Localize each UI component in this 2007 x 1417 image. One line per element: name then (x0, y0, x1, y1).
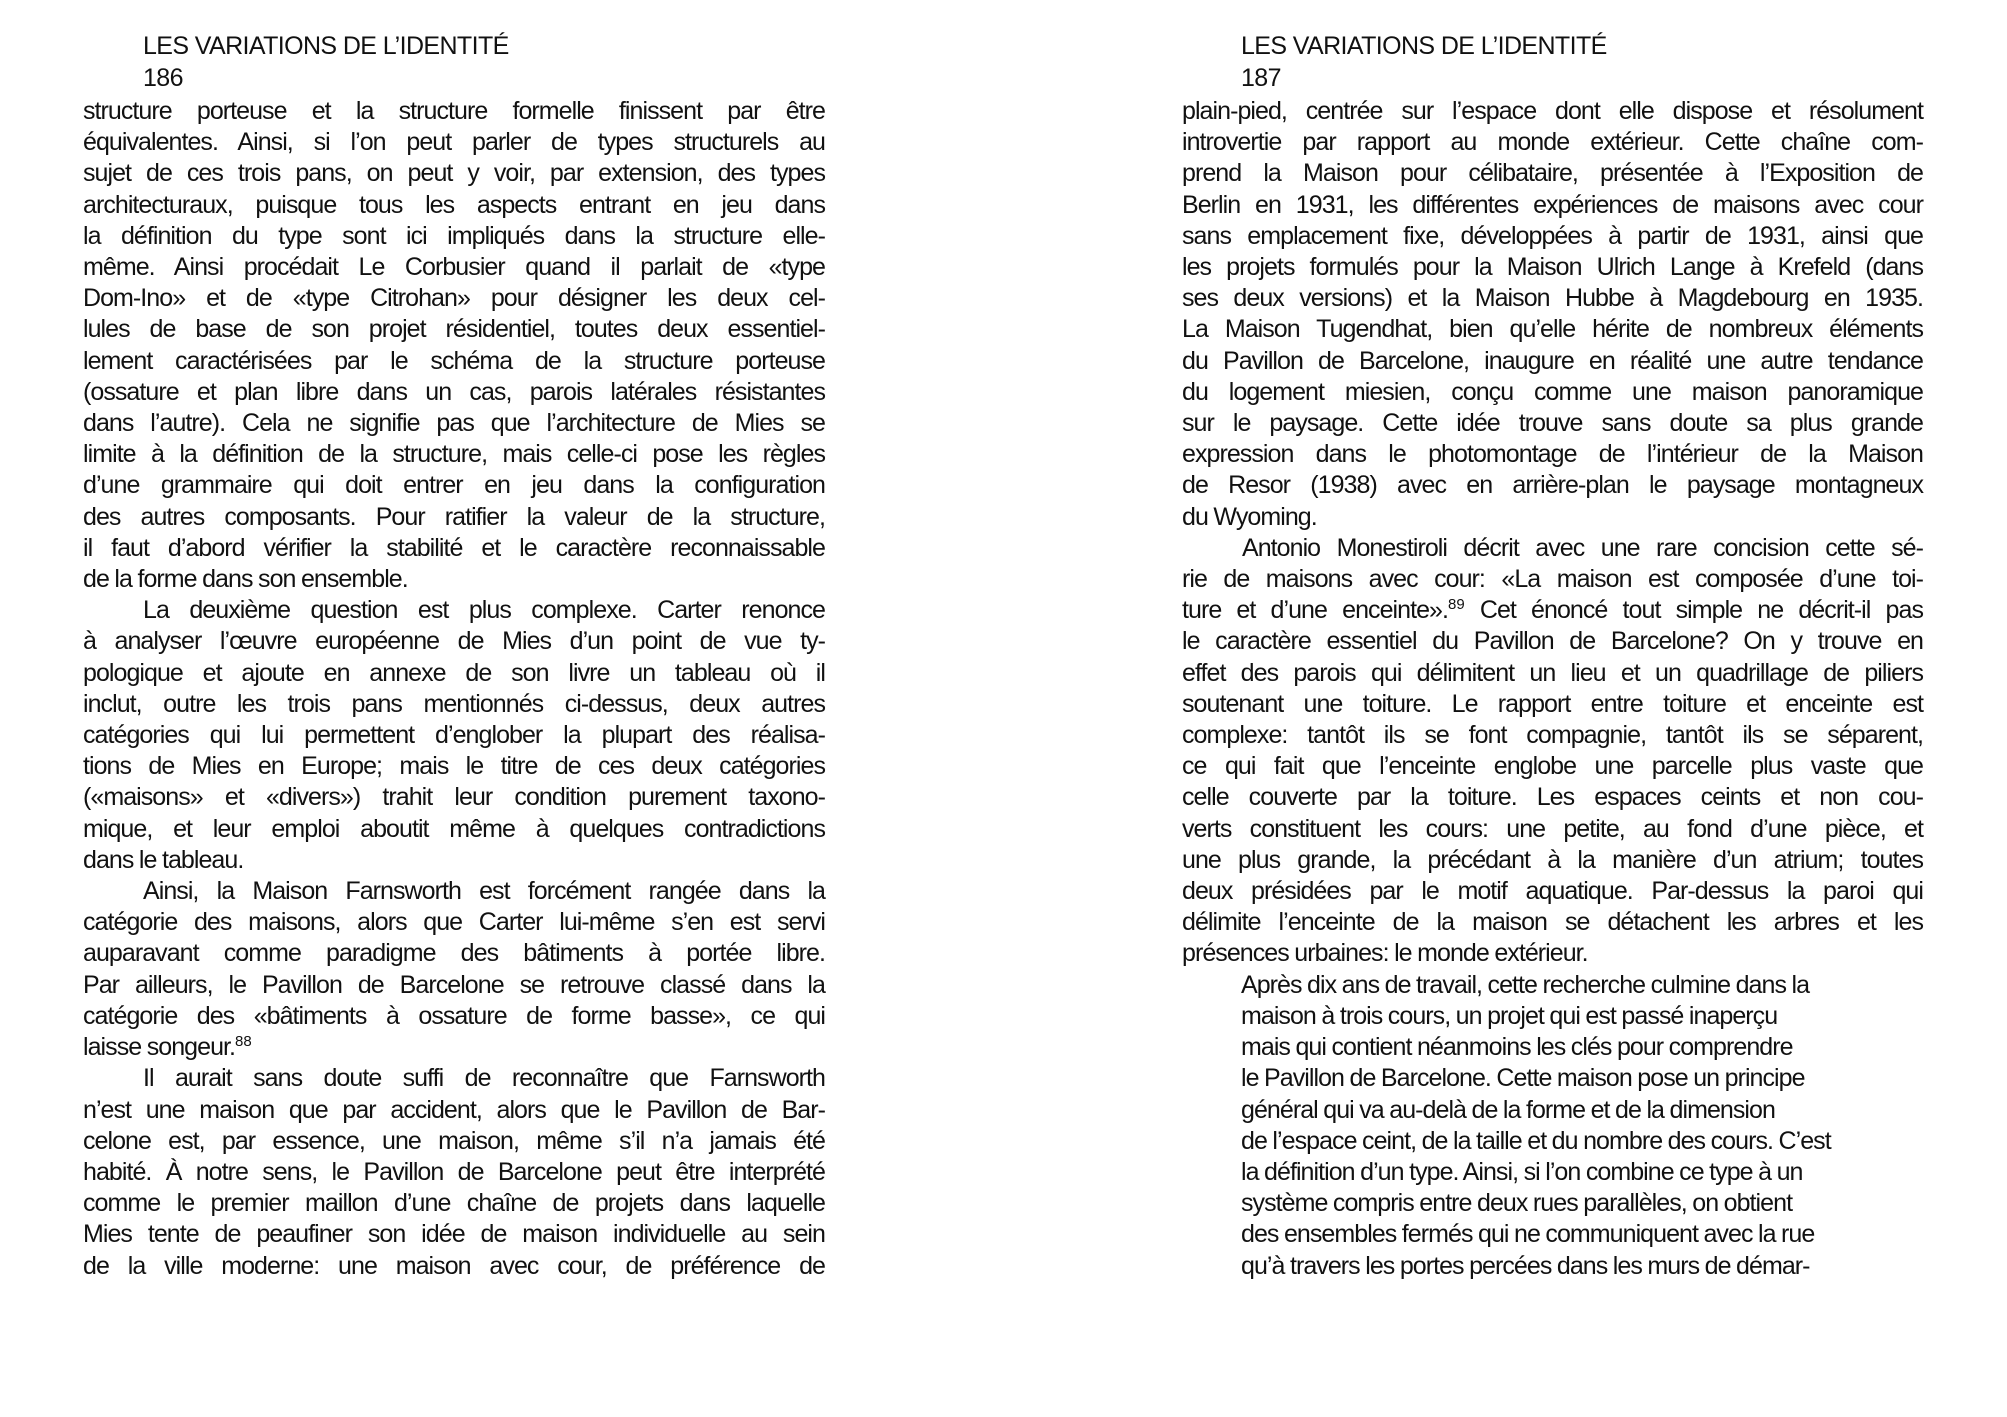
text-line: effet des parois qui délimitent un lieu et un quadrillage de piliers (1182, 658, 1923, 687)
text-line: il faut d’abord vérifier la stabilité et le caractère reconnaissable (83, 533, 825, 562)
paragraph (83, 876, 825, 1063)
text-fragment: Cet énoncé tout simple ne décrit-il pas (1464, 596, 1923, 625)
text-line: catégorie des «bâtiments à ossature de forme basse», ce qui (83, 1001, 825, 1030)
paragraph (83, 1063, 825, 1281)
running-head (143, 30, 509, 94)
text-line: dans le tableau. (83, 845, 244, 874)
text-line: architecturaux, puisque tous les aspects entrant en jeu dans (83, 190, 825, 219)
text-line: rie de maisons avec cour: «La maison est composée d’une toi- (1182, 565, 1923, 594)
text-line: celone est, par essence, une maison, même s’il n’a jamais été (83, 1126, 825, 1155)
text-line: verts constituent les cours: une petite, au fond d’une pièce, et (1182, 814, 1923, 843)
text-line: lement caractérisées par le schéma de la structure porteuse (83, 346, 825, 375)
text-line: lules de base de son projet résidentiel, toutes deux essentiel- (83, 315, 825, 344)
text-line: complexe: tantôt ils se font compagnie, tantôt ils se séparent, (1182, 721, 1923, 750)
running-head-title: LES VARIATIONS DE L’IDENTITÉ (1241, 32, 1607, 60)
running-head-title: LES VARIATIONS DE L’IDENTITÉ (143, 32, 509, 60)
text-line: de la forme dans son ensemble. (83, 565, 408, 594)
text-line: dans l’autre). Cela ne signifie pas que l’architecture de Mies se (83, 409, 825, 438)
text-line (83, 1032, 825, 1063)
text-line: habité. À notre sens, le Pavillon de Barcelone peut être interprété (83, 1157, 825, 1186)
footnote-reference[interactable]: 88 (235, 1033, 252, 1051)
text-line: même. Ainsi procédait Le Corbusier quand il parlait de «type (83, 253, 825, 282)
text-line: Berlin en 1931, les différentes expériences de maisons avec cour (1182, 190, 1923, 219)
text-line: Par ailleurs, le Pavillon de Barcelone se retrouve classé dans la (83, 970, 825, 999)
text-line: La Maison Tugendhat, bien qu’elle hérite de nombreux éléments (1182, 315, 1923, 344)
quote-line: système compris entre deux rues parallèles, on obtient (1241, 1189, 1793, 1218)
text-line: présences urbaines: le monde extérieur. (1182, 939, 1588, 968)
text-line: limite à la définition de la structure, mais celle-ci pose les règles (83, 440, 825, 469)
text-line: du Pavillon de Barcelone, inaugure en réalité une autre tendance (1182, 346, 1923, 375)
text-line: délimite l’enceinte de la maison se détachent les arbres et les (1182, 908, 1923, 937)
text-line: de la ville moderne: une maison avec cour, de préférence de (83, 1251, 825, 1280)
text-line: soutenant une toiture. Le rapport entre toiture et enceinte est (1182, 689, 1923, 718)
text-line: Antonio Monestiroli décrit avec une rare concision cette sé- (1242, 533, 1923, 562)
quote-line: des ensembles fermés qui ne communiquent avec la rue (1241, 1220, 1815, 1249)
text-line: équivalentes. Ainsi, si l’on peut parler de types structurels au (83, 128, 825, 157)
body-text (1182, 96, 1923, 1282)
text-line: ses deux versions) et la Maison Hubbe à Magdebourg en 1935. (1182, 284, 1923, 313)
text-line: inclut, outre les trois pans mentionnés ci-dessus, deux autres (83, 689, 825, 718)
text-line: une plus grande, la précédant à la manière d’un atrium; toutes (1182, 845, 1923, 874)
text-line: de Resor (1938) avec en arrière-plan le paysage montagneux (1182, 471, 1923, 500)
text-line: structure porteuse et la structure formelle finissent par être (83, 97, 825, 125)
text-line: auparavant comme paradigme des bâtiments à portée libre. (83, 939, 825, 968)
quote-line: mais qui contient néanmoins les clés pour comprendre (1241, 1033, 1793, 1062)
text-line: la définition du type sont ici impliqués dans la structure elle- (83, 221, 825, 250)
text-line: tions de Mies en Europe; mais le titre de ces deux catégories (83, 752, 825, 781)
text-line: Ainsi, la Maison Farnsworth est forcément rangée dans la (143, 877, 825, 906)
text-line: La deuxième question est plus complexe. Carter renonce (143, 596, 825, 625)
right-page (1000, 0, 2007, 1417)
text-line: catégorie des maisons, alors que Carter lui-même s’en est servi (83, 908, 825, 937)
text-line: d’une grammaire qui doit entrer en jeu dans la configuration (83, 471, 825, 500)
text-line: (ossature et plan libre dans un cas, parois latérales résistantes (83, 377, 825, 406)
text-line: des autres composants. Pour ratifier la valeur de la structure, (83, 502, 825, 531)
text-fragment: ture et d’une enceinte». (1182, 596, 1448, 625)
paragraph (83, 96, 825, 595)
quote-line: de l’espace ceint, de la taille et du nombre des cours. C’est (1241, 1126, 1831, 1155)
text-line: Mies tente de peaufiner son idée de maison individuelle au sein (83, 1220, 825, 1249)
text-line: («maisons» et «divers») trahit leur condition purement taxono- (83, 783, 825, 812)
text-line: comme le premier maillon d’une chaîne de projets dans laquelle (83, 1189, 825, 1218)
text-line: du logement miesien, conçu comme une maison panoramique (1182, 377, 1923, 406)
text-line: sujet de ces trois pans, on peut y voir, par extension, des types (83, 159, 825, 188)
page-number: 186 (143, 64, 183, 92)
paragraph (83, 595, 825, 876)
text-line (1182, 595, 1923, 626)
text-line: sur le paysage. Cette idée trouve sans doute sa plus grande (1182, 409, 1923, 438)
quote-line: maison à trois cours, un projet qui est passé inaperçu (1241, 1001, 1778, 1030)
page-number: 187 (1241, 64, 1281, 92)
quote-line: Après dix ans de travail, cette recherche culmine dans la (1241, 970, 1810, 999)
text-line: mique, et leur emploi aboutit même à quelques contradictions (83, 814, 825, 843)
quote-line: qu’à travers les portes percées dans les murs de démar- (1241, 1251, 1810, 1280)
text-line: Il aurait sans doute suffi de reconnaître que Farnsworth (143, 1064, 825, 1093)
text-line: sans emplacement fixe, développées à partir de 1931, ainsi que (1182, 221, 1923, 250)
text-line: expression dans le photomontage de l’intérieur de la Maison (1182, 440, 1923, 469)
text-line: du Wyoming. (1182, 502, 1317, 531)
quote-line: la définition d’un type. Ainsi, si l’on combine ce type à un (1241, 1157, 1803, 1186)
text-line: celle couverte par la toiture. Les espaces ceints et non cou- (1182, 783, 1923, 812)
running-head (1241, 30, 1607, 94)
text-line: plain-pied, centrée sur l’espace dont elle dispose et résolument (1182, 97, 1923, 125)
text-line: le caractère essentiel du Pavillon de Barcelone? On y trouve en (1182, 627, 1923, 656)
quote-line: général qui va au-delà de la forme et de la dimension (1241, 1095, 1775, 1124)
footnote-reference[interactable]: 89 (1448, 596, 1465, 614)
quote-line: le Pavillon de Barcelone. Cette maison pose un principe (1241, 1064, 1805, 1093)
left-page (0, 0, 1000, 1417)
text-line: à analyser l’œuvre européenne de Mies d’un point de vue ty- (83, 627, 825, 656)
text-line: introvertie par rapport au monde extérieur. Cette chaîne com- (1182, 128, 1923, 157)
text-line: pologique et ajoute en annexe de son livre un tableau où il (83, 658, 825, 687)
text-fragment: laisse songeur. (83, 1033, 236, 1062)
text-line: ce qui fait que l’enceinte englobe une parcelle plus vaste que (1182, 752, 1923, 781)
text-line: prend la Maison pour célibataire, présentée à l’Exposition de (1182, 159, 1923, 188)
body-text (83, 96, 825, 1282)
paragraph (1182, 533, 1923, 970)
text-line: les projets formulés pour la Maison Ulrich Lange à Krefeld (dans (1182, 253, 1923, 282)
text-line: catégories qui lui permettent d’englober la plupart des réalisa- (83, 721, 825, 750)
block-quote (1241, 970, 1923, 1282)
text-line: n’est une maison que par accident, alors que le Pavillon de Bar- (83, 1095, 825, 1124)
paragraph (1182, 96, 1923, 533)
text-line: deux présidées par le motif aquatique. Par-dessus la paroi qui (1182, 877, 1923, 906)
text-line: Dom-Ino» et de «type Citrohan» pour désigner les deux cel- (83, 284, 825, 313)
